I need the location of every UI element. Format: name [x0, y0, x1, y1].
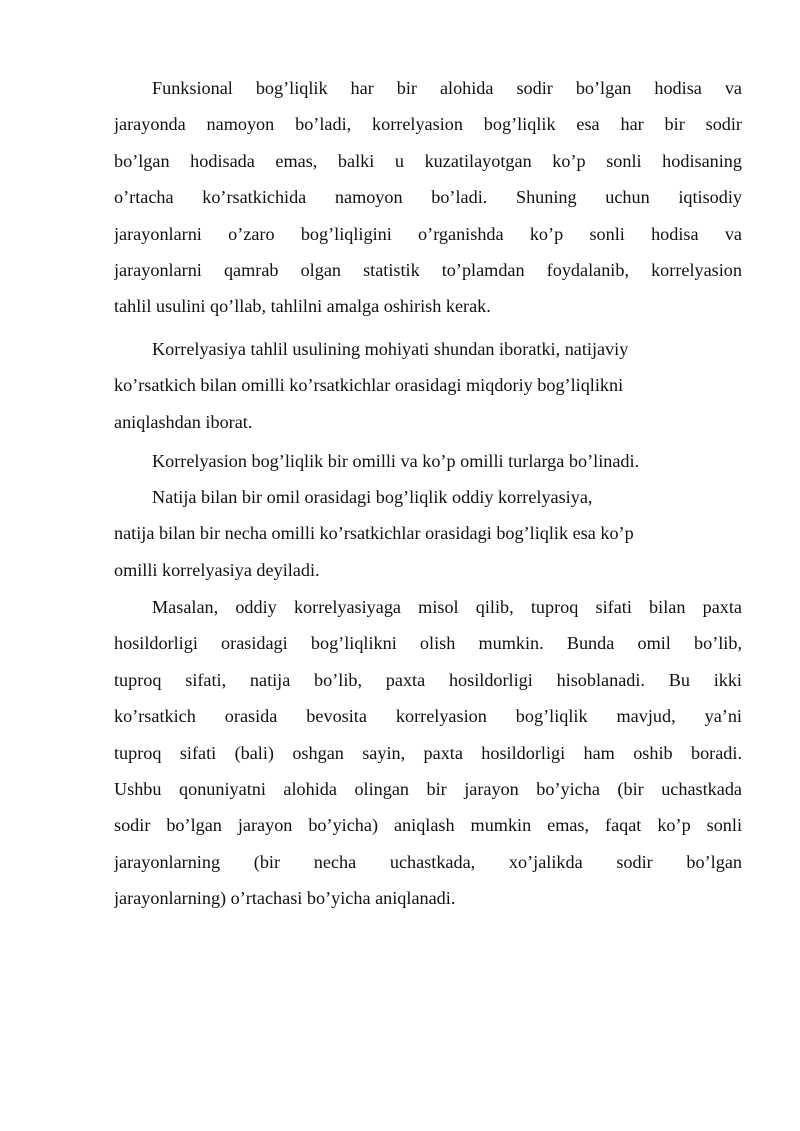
- text-line: hosildorligi orasidagi bog’liqlikni olish mumkin. Bunda omil bo’lib,: [114, 633, 742, 654]
- text-line: ko’rsatkich bilan omilli ko’rsatkichlar orasidagi miqdoriy bog’liqlikni: [114, 375, 624, 396]
- text-line: omilli korrelyasiya deyiladi.: [114, 559, 320, 580]
- text-line: Masalan, oddiy korrelyasiyaga misol qilib, tuproq sifati bilan paxta: [152, 597, 742, 617]
- paragraph-example: [114, 589, 742, 917]
- text-line: Ushbu qonuniyatni alohida olingan bir jarayon bo’yicha (bir uchastkada: [114, 778, 742, 799]
- text-line: jarayonlarning (bir necha uchastkada, xo’jalikda sodir bo’lgan: [114, 851, 742, 872]
- text-line: tuproq sifati (bali) oshgan sayin, paxta hosildorligi ham oshib boradi.: [114, 742, 742, 763]
- text-line: sodir bo’lgan jarayon bo’yicha) aniqlash mumkin emas, faqat ko’p sonli: [114, 815, 742, 836]
- paragraph-simple-multiple-correlation: [114, 479, 742, 588]
- text-line: jarayonlarni o’zaro bog’liqligini o’rganishda ko’p sonli hodisa va: [114, 223, 742, 244]
- text-line: natija bilan bir necha omilli ko’rsatkichlar orasidagi bog’liqlik esa ko’p: [114, 523, 634, 544]
- text-line: Natija bilan bir omil orasidagi bog’liqlik oddiy korrelyasiya,: [152, 487, 593, 507]
- paragraph-functional-vs-correlation: [114, 70, 742, 325]
- text-line: Funksional bog’liqlik har bir alohida sodir bo’lgan hodisa va: [152, 78, 742, 98]
- text-line: tuproq sifati, natija bo’lib, paxta hosildorligi hisoblanadi. Bu ikki: [114, 669, 742, 690]
- paragraph-correlation-essence: [114, 331, 742, 440]
- text-line: bo’lgan hodisada emas, balki u kuzatilayotgan ko’p sonli hodisaning: [114, 150, 742, 171]
- text-line: Korrelyasiya tahlil usulining mohiyati shundan iboratki, natijaviy: [152, 339, 629, 359]
- text-line: jarayonda namoyon bo’ladi, korrelyasion bog’liqlik esa har bir sodir: [114, 114, 742, 135]
- text-line: ko’rsatkich orasida bevosita korrelyasion bog’liqlik mavjud, ya’ni: [114, 706, 742, 727]
- text-line: jarayonlarning) o’rtachasi bo’yicha aniqlanadi.: [114, 888, 456, 909]
- paragraph-correlation-types: [114, 443, 742, 479]
- text-line: Korrelyasion bog’liqlik bir omilli va ko’p omilli turlarga bo’linadi.: [152, 451, 640, 471]
- text-line: aniqlashdan iborat.: [114, 411, 253, 432]
- text-line: tahlil usulini qo’llab, tahlilni amalga oshirish kerak.: [114, 296, 491, 317]
- text-line: o’rtacha ko’rsatkichida namoyon bo’ladi. Shuning uchun iqtisodiy: [114, 187, 742, 208]
- text-line: jarayonlarni qamrab olgan statistik to’plamdan foydalanib, korrelyasion: [114, 259, 742, 280]
